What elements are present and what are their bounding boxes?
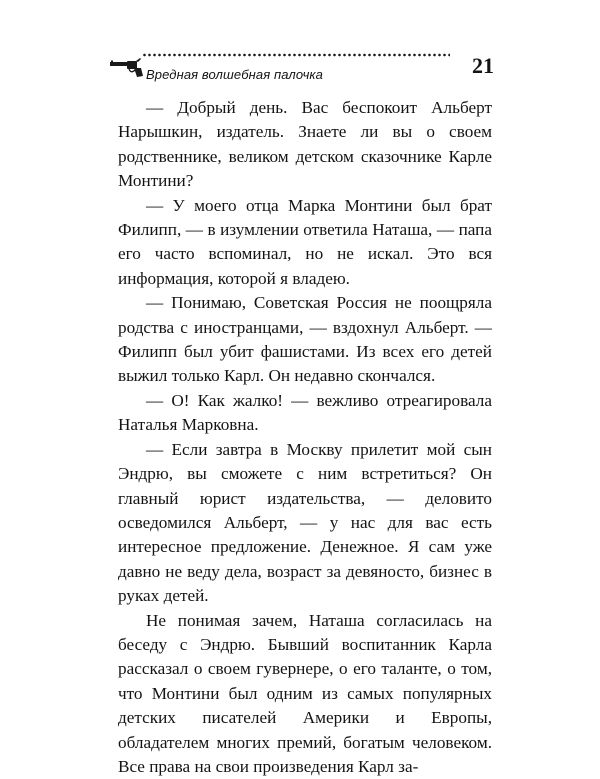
paragraph: — О! Как жалко! — вежливо отреагировала Наталья Марковна. [118,390,492,435]
paragraph: Не понимая зачем, Наташа согласилась на беседу с Эндрю. Бывший воспитанник Карла рассказал о своем гувернере, о его таланте, о том, что Монтини был одним из самых популярных детских писателей Америки и Европы, обладателем многих премий, богатым человеком. Все права на свои произведения Карл за- [118,610,492,776]
running-title: Вредная волшебная палочка [146,67,323,82]
paragraph: — Понимаю, Советская Россия не поощряла родства с иностранцами, — вздохнул Альберт. — Филипп был убит фашистами. Из всех его детей выжил только Карл. Он недавно скончался. [118,293,492,386]
running-header [108,50,494,94]
page-number: 21 [472,53,494,78]
revolver-icon [108,56,144,78]
paragraph: — У моего отца Марка Монтини был брат Филипп, — в изумлении ответила Наташа, — папа его часто вспоминал, но не искал. Это вся информация, которой я владею. [118,195,492,288]
paragraph: — Добрый день. Вас беспокоит Альберт Нарышкин, издатель. Знаете ли вы о своем родственнике, великом детском сказочнике Карле Монтини? [118,98,492,191]
dotted-rule [142,53,450,57]
body-text [118,96,492,779]
paragraph: — Если завтра в Москву прилетит мой сын Эндрю, вы сможете с ним встретиться? Он главный юрист издательства, — деловито осведомился Альберт, — у нас для вас есть интересное предложение. Денежное. Я сам уже давно не веду дела, возраст за девяносто, бизнес в руках детей. [118,439,492,606]
